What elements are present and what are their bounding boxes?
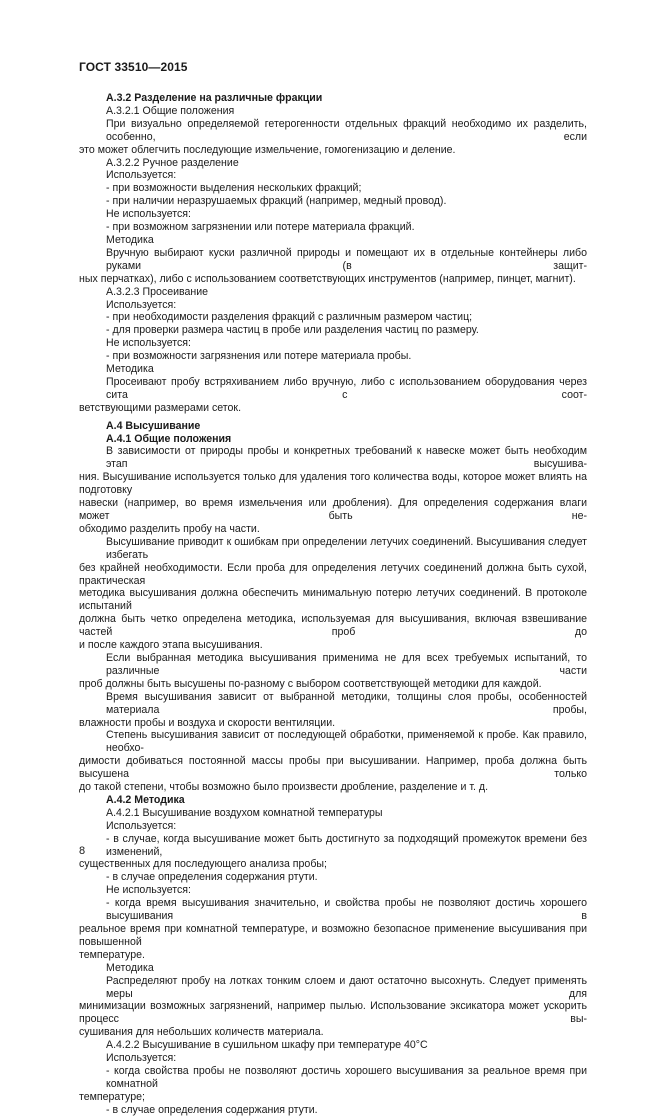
text-line: - при необходимости разделения фракций с различным размером частиц; xyxy=(106,311,473,324)
text-line: - в случае определения содержания ртути. xyxy=(106,1103,318,1116)
text-line: - при возможности загрязнения или потере материала пробы. xyxy=(106,350,412,363)
text-line: Не используется: xyxy=(106,208,191,221)
text-line: А.4.2.1 Высушивание воздухом комнатной температуры xyxy=(106,806,383,819)
text-line: А.3.2.3 Просеивание xyxy=(106,285,209,298)
text-line: методика высушивания должна обеспечить минимальную потерю летучих соединений. В протоколе испытаний xyxy=(79,587,587,613)
text-line: При визуально определяемой гетерогенности отдельных фракций необходимо их разделить, особенно, если xyxy=(106,117,587,143)
text-line: Методика xyxy=(106,363,154,376)
text-line: - при возможном загрязнении или потере материала фракций. xyxy=(106,221,415,234)
text-line: - в случае определения содержания ртути. xyxy=(106,871,318,884)
text-line: проб должны быть высушены по-разному с выбором соответствующей методики для каждой. xyxy=(79,677,542,690)
text-line: и после каждого этапа высушивания. xyxy=(79,639,263,652)
text-line: реальное время при комнатной температуре, и возможно безопасное применение высушивания при повышенной xyxy=(79,923,587,948)
text-line: обходимо разделить пробу на части. xyxy=(79,522,260,535)
text-line: А.4.1 Общие положения xyxy=(106,432,232,445)
text-line: А.3.2.2 Ручное разделение xyxy=(106,156,239,169)
text-line: - когда свойства пробы не позволяют достичь хорошего высушивания за реальное время при комнатной xyxy=(106,1064,587,1090)
document-body xyxy=(79,92,587,1117)
text-line: Не используется: xyxy=(106,337,191,350)
document-header: ГОСТ 33510—2015 xyxy=(79,60,188,74)
text-line: А.4.2.2 Высушивание в сушильном шкафу при температуре 40°С xyxy=(106,1039,428,1052)
text-line: ветствующими размерами сеток. xyxy=(79,401,242,414)
text-line: Методика xyxy=(106,961,154,974)
text-line: температуре; xyxy=(79,1090,145,1103)
text-line: Если выбранная методика высушивания применима не для всех требуемых испытаний, то различные части xyxy=(106,651,587,677)
text-line: А.4 Высушивание xyxy=(106,419,201,432)
text-line: навески (например, во время измельчения или дробления). Для определения содержания влаги может быть не- xyxy=(79,497,587,522)
text-line: минимизации возможных загрязнений, например пылью. Использование эксикатора может ускорить процесс вы- xyxy=(79,1000,587,1026)
text-line: Используется: xyxy=(106,1052,177,1065)
text-line: Распределяют пробу на лотках тонким слоем и дают остаточно высохнуть. Следует применять меры для xyxy=(106,974,587,1000)
text-line: Вручную выбирают куски различной природы и помещают их в отдельные контейнеры либо руками (в защит- xyxy=(106,246,587,272)
text-line: температуре. xyxy=(79,948,145,961)
text-line: должна быть четко определена методика, используемая для высушивания, включая взвешивание частей проб до xyxy=(79,613,587,639)
text-line: Используется: xyxy=(106,169,177,182)
text-line: ния. Высушивание используется только для удаления того количества воды, которое может влиять на подготовку xyxy=(79,471,587,497)
text-line: А.3.2.1 Общие положения xyxy=(106,104,235,117)
text-line: Просеивают пробу встряхиванием либо вручную, либо с использованием оборудования через сита с соот- xyxy=(106,375,587,401)
text-line: - когда время высушивания значительно, и свойства пробы не позволяют достичь хорошего высушивания в xyxy=(106,897,587,923)
text-line: сушивания для небольших количеств материала. xyxy=(79,1026,324,1039)
text-line: А.4.2 Методика xyxy=(106,793,185,806)
text-line: Используется: xyxy=(106,298,177,311)
text-line: - при возможности выделения нескольких фракций; xyxy=(106,182,362,195)
text-line: без крайней необходимости. Если проба для определения летучих соединений должна быть сухой, практическая xyxy=(79,561,587,587)
text-line: Методика xyxy=(106,233,154,246)
text-line: Не используется: xyxy=(106,884,191,897)
text-line: Используется: xyxy=(106,819,177,832)
text-line: это может облегчить последующие измельчение, гомогенизацию и деление. xyxy=(79,143,456,156)
text-line: В зависимости от природы пробы и конкретных требований к навеске может быть необходим этап высушива- xyxy=(106,445,587,471)
text-line: Время высушивания зависит от выбранной методики, толщины слоя пробы, особенностей материала пробы, xyxy=(106,690,587,716)
page-number: 8 xyxy=(79,845,86,857)
text-line: ных перчатках), либо с использованием соответствующих инструментов (например, пинцет, магнит). xyxy=(79,272,576,285)
text-line: Степень высушивания зависит от последующей обработки, применяемой к пробе. Как правило, необхо- xyxy=(106,729,587,755)
text-line: до такой степени, чтобы возможно было произвести дробление, разделение и т. д. xyxy=(79,781,489,794)
text-line: Высушивание приводит к ошибкам при определении летучих соединений. Высушивания следует избегать xyxy=(106,535,587,561)
text-line: - при наличии неразрушаемых фракций (например, медный провод). xyxy=(106,195,447,208)
text-line: существенных для последующего анализа пробы; xyxy=(79,858,327,871)
text-line: влажности пробы и воздуха и скорости вентиляции. xyxy=(79,716,336,729)
text-line: димости добиваться постоянной массы пробы при высушивании. Например, проба должна быть высушена только xyxy=(79,755,587,781)
text-line: - для проверки размера частиц в пробе или разделения частиц по размеру. xyxy=(106,324,479,337)
text-line: А.3.2 Разделение на различные фракции xyxy=(106,92,323,104)
text-line: - в случае, когда высушивание может быть достигнуто за подходящий промежуток времени без изменений, xyxy=(106,832,587,858)
